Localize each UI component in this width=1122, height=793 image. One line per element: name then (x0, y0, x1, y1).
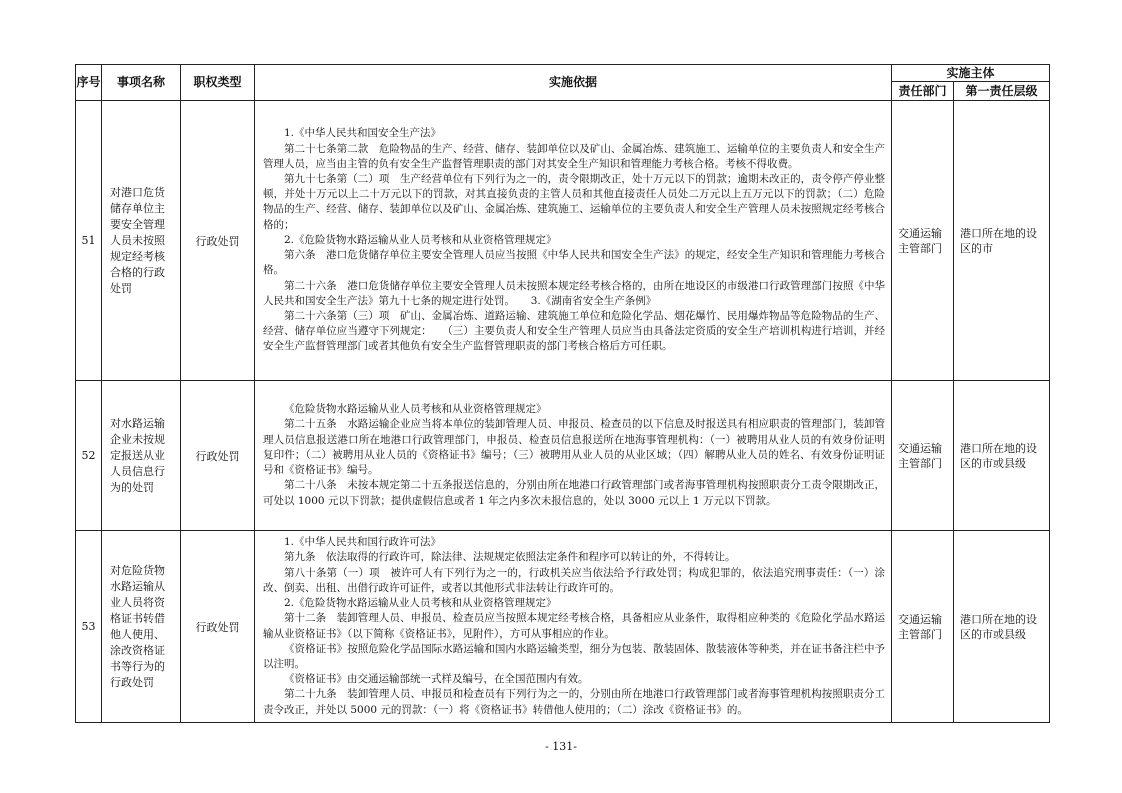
basis-paragraph: 《资格证书》按照危险化学品国际水路运输和国内水路运输类型，细分为包装、散装固体、散装液体等种类，并在证书备注栏中予以注明。 (263, 642, 885, 670)
basis-paragraph: 第二十五条 水路运输企业应当将本单位的装卸管理人员、申报员、检查员的以下信息及时报送具有相应职责的管理部门，装卸管理人员信息报送港口所在地港口行政管理部门，申报员、检查员信息报送所在地海事管理机构：（一）被聘用从业人员的有效身份证明复印件；（二）被聘用从业人员的《资格证书》编号；（三）被聘用从业人员的从业区域；（四）解聘从业人员的姓名、有效身份证明证号和《资格证书》编号。 (263, 418, 885, 477)
basis-paragraph: 第二十八条 未按本规定第二十五条报送信息的，分别由所在地港口行政管理部门或者海事管理机构按照职责分工责令限期改正，可处以 1000 元以下罚款；提供虚假信息或者 1 年之内多次未报信息的，处以 3000 元以上 1 万元以下罚款。 (263, 479, 885, 507)
basis-paragraph: 1.《中华人民共和国安全生产法》 (284, 127, 442, 140)
row-item-name: 对危险货物水路运输从业人员将资格证书转借他人使用、涂改资格证书等行为的行政处罚 (102, 531, 181, 723)
header-subject: 实施主体 (892, 65, 1050, 82)
row-basis (255, 381, 892, 531)
basis-paragraph: 第二十七条第二款 危险物品的生产、经营、储存、装卸单位以及矿山、金属冶炼、建筑施工、运输单位的主要负责人和安全生产管理人员，应当由主管的负有安全生产监督管理职责的部门对其安全生产知识和管理能力考核合格。考核不得收费。 (263, 142, 885, 170)
row-no: 51 (76, 101, 102, 381)
table-row (76, 101, 1050, 381)
row-no: 53 (76, 531, 102, 723)
row-power-type: 行政处罚 (181, 531, 255, 723)
basis-paragraph: 第二十九条 装卸管理人员、申报员和检查员有下列行为之一的，分别由所在地港口行政管理部门或者海事管理机构按照职责分工责令改正，并处以 5000 元的罚款：（一）将《资格证书》转借他人使用的；（二）涂改《资格证书》的。 (263, 688, 885, 716)
basis-paragraph: 2.《危险货物水路运输从业人员考核和从业资格管理规定》 (284, 597, 557, 610)
row-dept: 交通运输主管部门 (892, 101, 954, 381)
row-dept: 交通运输主管部门 (892, 381, 954, 531)
row-dept: 交通运输主管部门 (892, 531, 954, 723)
row-no: 52 (76, 381, 102, 531)
enforcement-table (75, 64, 1050, 723)
row-basis (255, 101, 892, 381)
basis-paragraph: 2.《危险货物水路运输从业人员考核和从业资格管理规定》 (284, 233, 557, 246)
basis-paragraph: 第十二条 装卸管理人员、申报员、检查员应当按照本规定经考核合格，具备相应从业条件，取得相应种类的《危险化学品水路运输从业资格证书》（以下简称《资格证书》，见附件），方可从事相应的作业。 (263, 612, 885, 640)
basis-paragraph: 第八十条第（一）项 被许可人有下列行为之一的，行政机关应当依法给予行政处罚；构成犯罪的，依法追究刑事责任：（一）涂改、倒卖、出租、出借行政许可证件，或者以其他形式非法转让行政许可的。 (263, 566, 885, 594)
basis-paragraph: 《资格证书》由交通运输部统一式样及编号，在全国范围内有效。 (284, 673, 589, 686)
row-level: 港口所在地的设区的市或县级 (954, 531, 1050, 723)
basis-paragraph: 《危险货物水路运输从业人员考核和从业资格管理规定》 (284, 403, 547, 416)
row-level: 港口所在地的设区的市 (954, 101, 1050, 381)
row-level: 港口所在地的设区的市或县级 (954, 381, 1050, 531)
table-row (76, 531, 1050, 723)
row-power-type: 行政处罚 (181, 101, 255, 381)
basis-paragraph: 第六条 港口危货储存单位主要安全管理人员应当按照《中华人民共和国安全生产法》的规定，经安全生产知识和管理能力考核合格。 (263, 249, 885, 277)
basis-paragraph: 第二十六条 港口危货储存单位主要安全管理人员未按照本规定经考核合格的，由所在地设区的市级港口行政管理部门按照《中华人民共和国安全生产法》第九十七条的规定进行处罚。 3.《湖南省安全生产条例》 (263, 279, 885, 307)
header-level: 第一责任层级 (954, 82, 1050, 101)
basis-paragraph: 第二十六条第（三）项 矿山、金属冶炼、道路运输、建筑施工单位和危险化学品、烟花爆竹、民用爆炸物品等危险物品的生产、经营、储存单位应当遵守下列规定： （三）主要负责人和安全生产管理人员应当由具备法定资质的安全生产培训机构进行培训，并经安全生产监督管理部门或者其他负有安全生产监督管理职责的部门考核合格后方可任职。 (263, 309, 885, 353)
row-item-name: 对港口危货储存单位主要安全管理人员未按照规定经考核合格的行政处罚 (102, 101, 181, 381)
header-type: 职权类型 (181, 65, 255, 101)
page-number: - 131- (545, 740, 577, 753)
basis-paragraph: 第九条 依法取得的行政许可，除法律、法规规定依照法定条件和程序可以转让的外，不得转让。 (284, 551, 736, 564)
table-row (76, 381, 1050, 531)
basis-paragraph: 1.《中华人民共和国行政许可法》 (284, 536, 442, 549)
row-item-name: 对水路运输企业未按规定报送从业人员信息行为的处罚 (102, 381, 181, 531)
basis-paragraph: 第九十七条第（二）项 生产经营单位有下列行为之一的，责令限期改正，处十万元以下的罚款；逾期未改正的，责令停产停业整顿，并处十万元以上二十万元以下的罚款，对其直接负责的主管人员和其他直接责任人员处二万元以上五万元以下的罚款；（二）危险物品的生产、经营、储存、装卸单位以及矿山、金属冶炼、建筑施工、运输单位的主要负责人和安全生产管理人员未按照规定经考核合格的； (263, 173, 885, 231)
row-power-type: 行政处罚 (181, 381, 255, 531)
header-name: 事项名称 (102, 65, 181, 101)
header-basis: 实施依据 (255, 65, 892, 101)
header-dept: 责任部门 (892, 82, 954, 101)
header-no: 序号 (76, 65, 102, 101)
row-basis (255, 531, 892, 723)
